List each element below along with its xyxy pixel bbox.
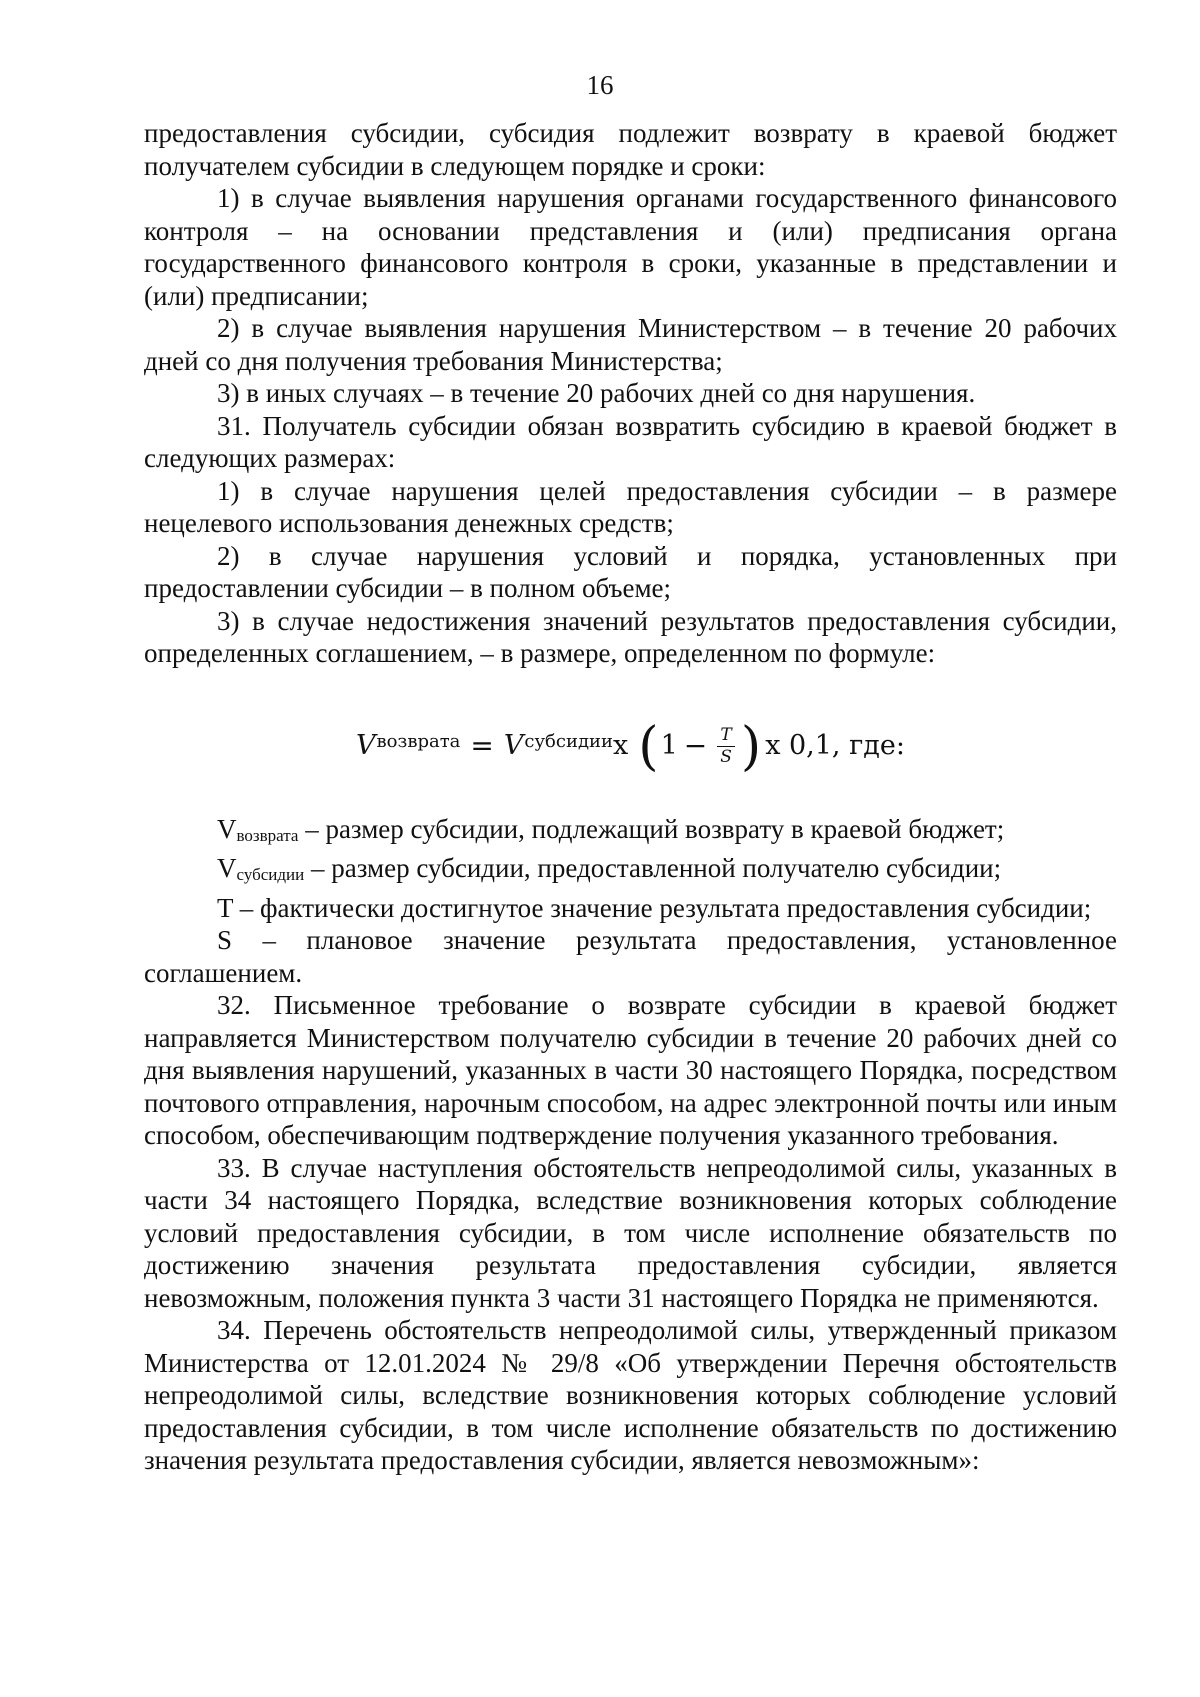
list-item: 2) в случае выявления нарушения Министерством – в течение 20 рабочих дней со дня получения требования Министерства; (144, 313, 1117, 376)
formula-rhs-variable: V (503, 730, 524, 762)
paragraph-32: 32. Письменное требование о возврате субсидии в краевой бюджет направляется Министерством получателю субсидии в течение 20 рабочих дней со дня выявления нарушений, указанных в части 30 настоящего Порядка, посредством почтового отправления, нарочным способом, на адрес электронной почты или иным способом, обеспечивающим подтверждение получения указанного требования. (144, 990, 1117, 1150)
formula-open-paren: ( (638, 716, 659, 777)
formula-times: x (613, 730, 629, 762)
formula-fraction (717, 726, 735, 767)
list-item: 1) в случае нарушения целей предоставления субсидии – в размере нецелевого использования денежных средств; (144, 475, 1117, 538)
page-number: 16 (586, 70, 614, 100)
list-item: 3) в случае недостижения значений результатов предоставления субсидии, определенных соглашением, – в размере, определенном по формуле: (144, 605, 1117, 668)
definition-s: S – плановое значение результата предоставления, установленное соглашением. (144, 925, 1117, 988)
formula-minus: − (683, 729, 708, 763)
formula-tail: x 0,1, где: (765, 730, 905, 762)
definition-text: – размер субсидии, подлежащий возврату в краевой бюджет; (298, 813, 1005, 844)
formula-one: 1 (660, 730, 678, 762)
fraction-numerator: T (717, 726, 734, 747)
document-body (144, 117, 1117, 1477)
definition-subscript: субсидии (236, 865, 305, 884)
definition-subscript: возврата (236, 825, 299, 845)
paragraph-31: 31. Получатель субсидии обязан возвратить субсидию в краевой бюджет в следующих размерах: (144, 410, 1117, 473)
definition-letter: V (217, 853, 237, 883)
definition-v-subsidy (144, 852, 1117, 892)
formula-rhs-subscript: субсидии (524, 731, 614, 752)
fraction-denominator: S (720, 747, 732, 767)
definition-letter: V (217, 813, 237, 844)
list-item: 2) в случае нарушения условий и порядка, установленных при предоставлении субсидии – в полном объеме; (144, 540, 1117, 603)
formula-lhs-subscript: возврата (376, 731, 461, 752)
return-formula (144, 703, 1117, 791)
paragraph-continuation: предоставления субсидии, субсидия подлежит возврату в краевой бюджет получателем субсидии в следующем порядке и сроки: (144, 118, 1117, 181)
list-item: 3) в иных случаях – в течение 20 рабочих дней со дня нарушения. (217, 378, 976, 408)
paragraph-34: 34. Перечень обстоятельств непреодолимой силы, утвержденный приказом Министерства от 12.01.2024 № 29/8 «Об утверждении Перечня обстоятельств непреодолимой силы, вследствие возникновения которых соблюдение условий предоставления субсидии, в том числе исполнение обязательств по достижению значения результата предоставления субсидии, является невозможным»: (144, 1315, 1117, 1475)
paragraph-33: 33. В случае наступления обстоятельств непреодолимой силы, указанных в части 34 настоящего Порядка, вследствие возникновения которых соблюдение условий предоставления субсидии, в том числе исполнение обязательств по достижению значения результата предоставления субсидии, является невозможным, положения пункта 3 части 31 настоящего Порядка не применяются. (144, 1152, 1117, 1313)
definition-t: T – фактически достигнутое значение результата предоставления субсидии; (217, 892, 1092, 923)
definition-v-return (144, 813, 1117, 853)
formula-equals: = (470, 729, 494, 763)
formula-lhs-variable: V (356, 730, 376, 762)
list-item: 1) в случае выявления нарушения органами государственного финансового контроля – на основании представления и (или) предписания органа государственного финансового контроля в сроки, указанные в представлении и (или) предписании; (144, 183, 1117, 311)
formula-close-paren: ) (740, 716, 762, 777)
definition-text: – размер субсидии, предоставленной получателю субсидии; (304, 853, 1002, 883)
